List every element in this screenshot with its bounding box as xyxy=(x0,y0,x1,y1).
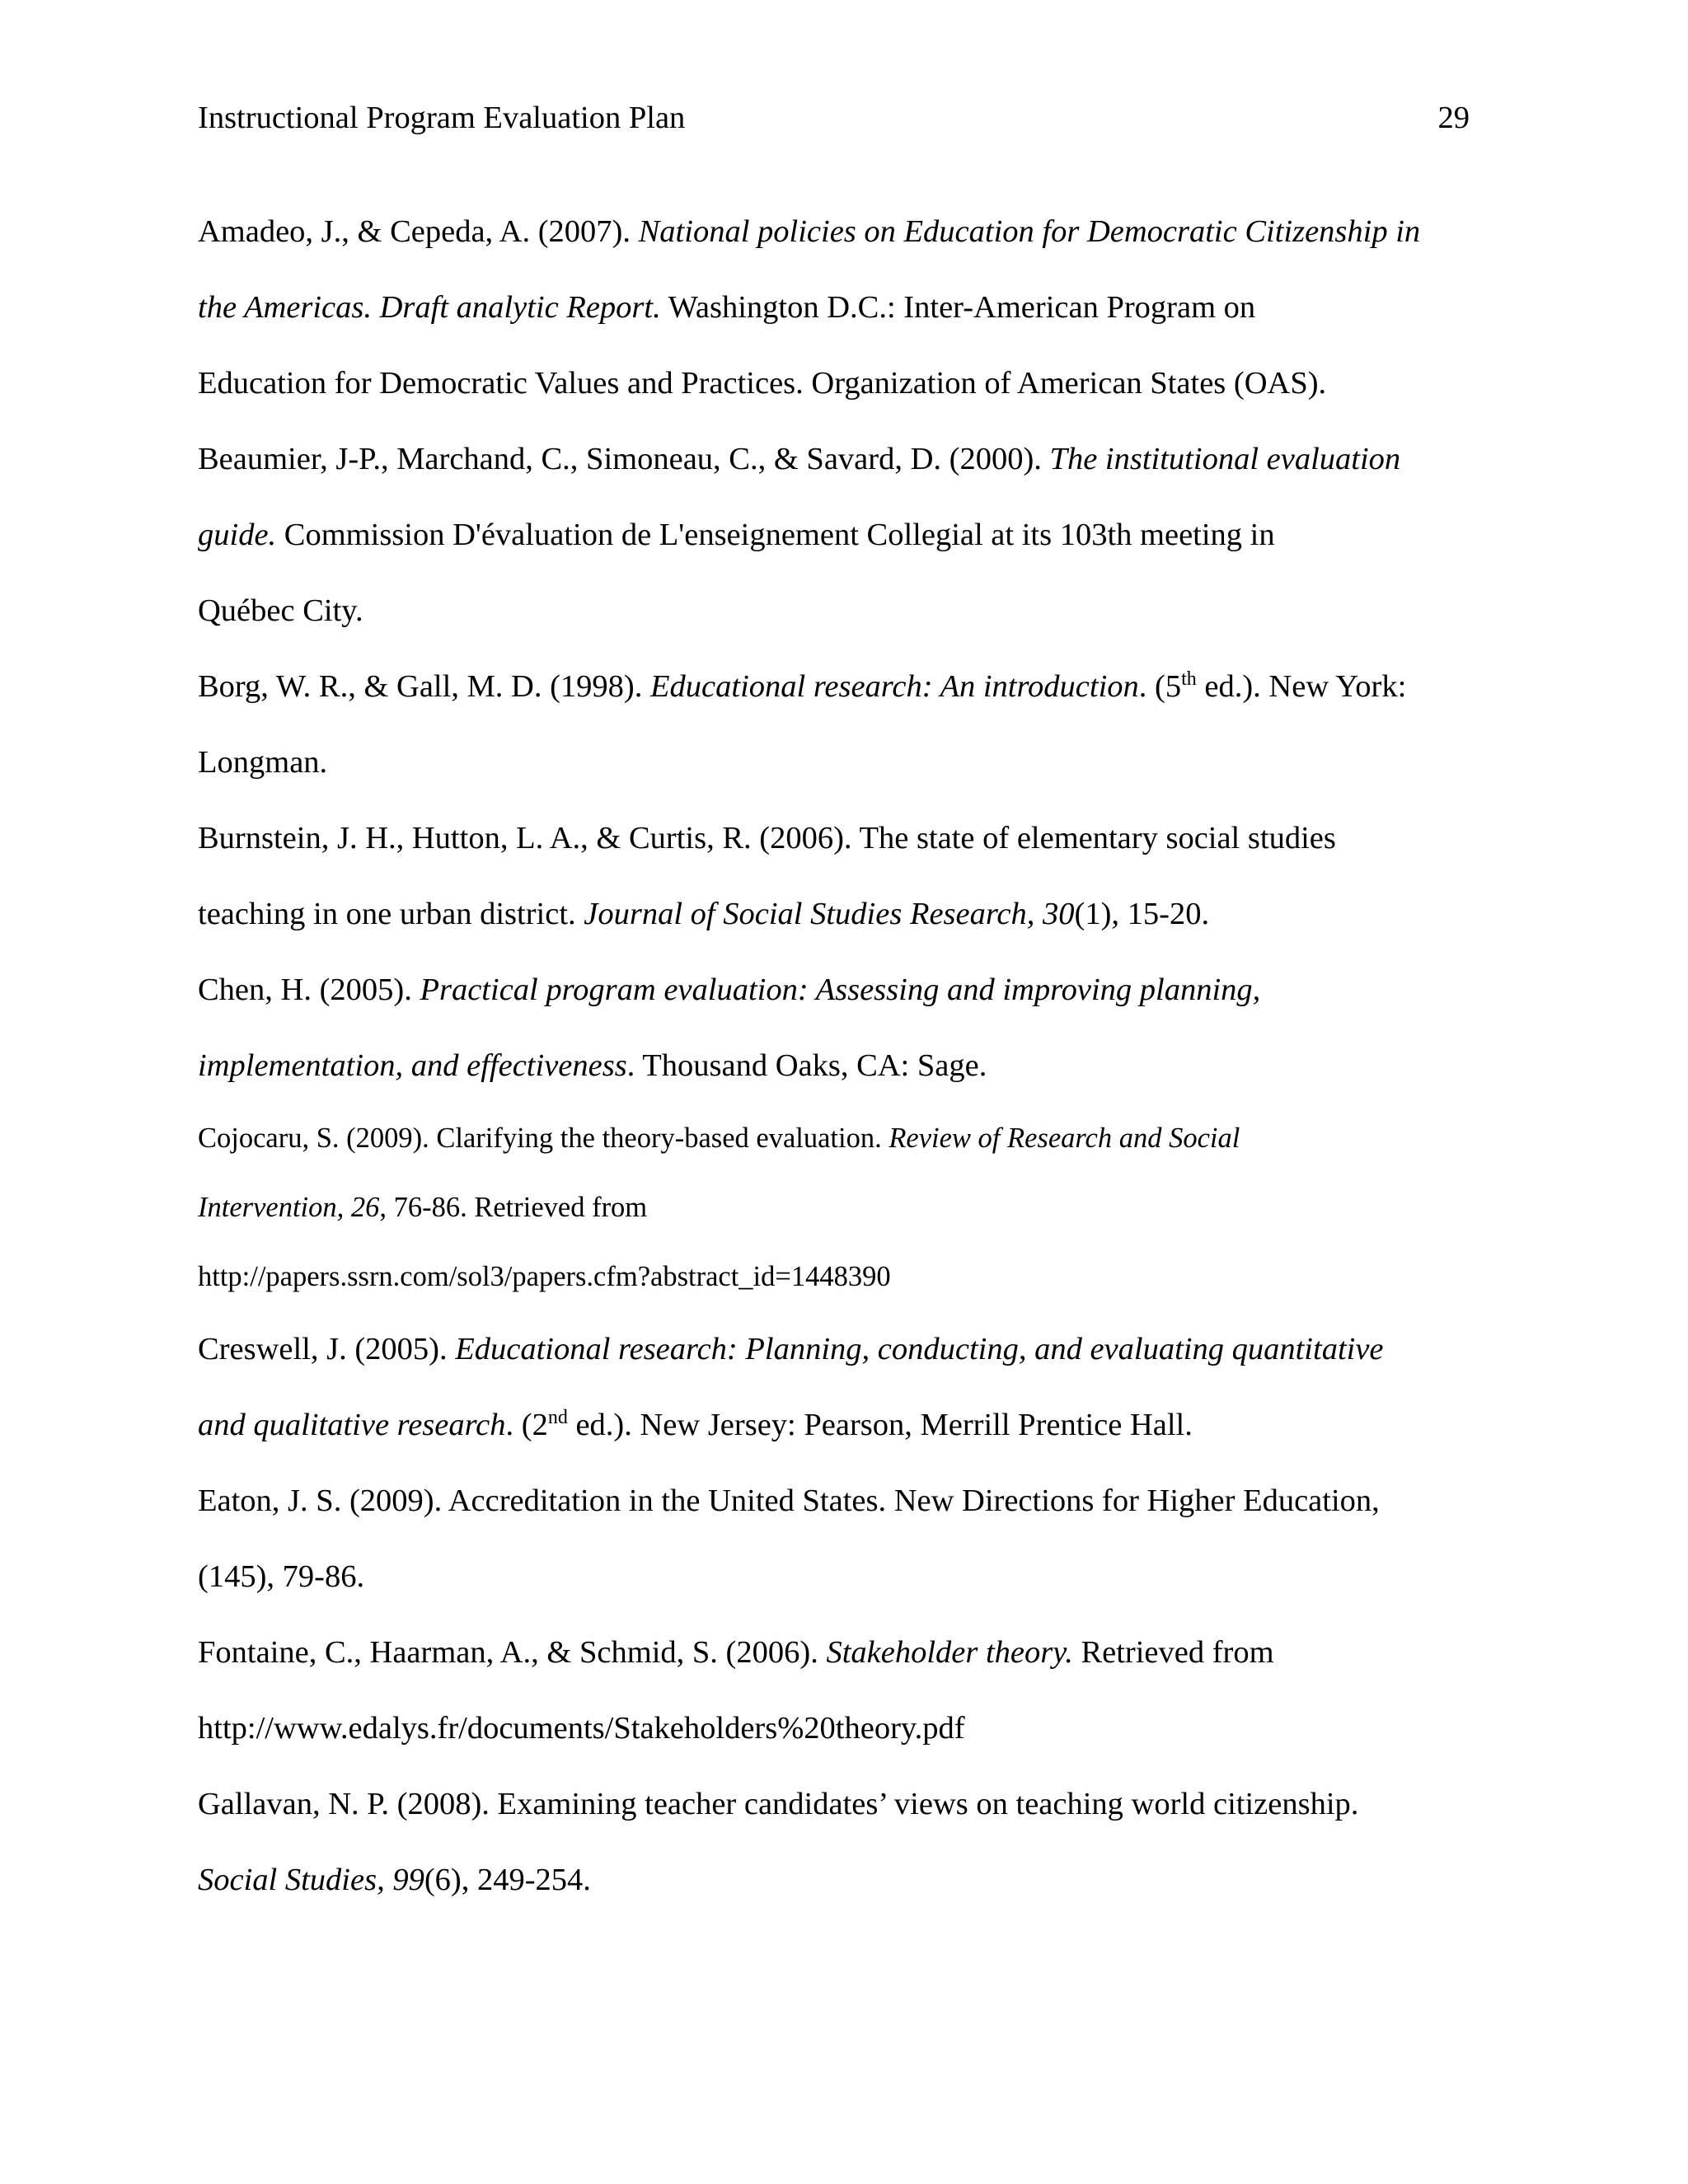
text-segment: Beaumier, J-P., Marchand, C., Simoneau, C., & Savard, D. (2000). xyxy=(198,442,1050,476)
text-segment: (145), 79-86. xyxy=(198,1559,365,1594)
reference-line xyxy=(198,1615,1484,1690)
reference-line xyxy=(198,1463,1484,1539)
superscript: nd xyxy=(547,1407,568,1428)
italic-text: Review of Research and Social xyxy=(889,1122,1240,1154)
reference-entry-gallavan xyxy=(0,1766,1484,1918)
text-segment: Creswell, J. (2005). xyxy=(198,1332,456,1366)
text-segment: Borg, W. R., & Gall, M. D. (1998). xyxy=(198,669,651,704)
running-head: Instructional Program Evaluation Plan xyxy=(198,101,686,135)
reference-list xyxy=(0,194,1688,1918)
reference-line xyxy=(198,649,1484,724)
reference-line xyxy=(198,345,1484,421)
reference-line xyxy=(198,194,1484,269)
reference-entry-amadeo xyxy=(0,194,1484,421)
italic-text: Educational research: An introduction xyxy=(650,669,1139,704)
italic-text: Journal of Social Studies Research, 30 xyxy=(584,897,1075,931)
text-segment: Chen, H. (2005). xyxy=(198,972,420,1007)
reference-line xyxy=(198,724,1484,800)
text-segment: ed.). New York: xyxy=(1196,669,1407,704)
text-segment: Burnstein, J. H., Hutton, L. A., & Curtis, R. (2006). The state of elementary social studies xyxy=(198,821,1336,855)
text-segment: (1), 15-20. xyxy=(1074,897,1210,931)
reference-line xyxy=(198,1311,1484,1387)
text-segment: Cojocaru, S. (2009). Clarifying the theory-based evaluation. xyxy=(198,1122,889,1154)
text-segment: Education for Democratic Values and Practices. Organization of American States (OAS). xyxy=(198,366,1327,401)
reference-line xyxy=(198,573,1484,649)
reference-entry-borg xyxy=(0,649,1484,800)
text-segment: Gallavan, N. P. (2008). Examining teacher candidates’ views on teaching world citizenship. xyxy=(198,1787,1359,1821)
text-segment: Commission D'évaluation de L'enseignement Collegial at its 103th meeting in xyxy=(276,518,1275,552)
italic-text: The institutional evaluation xyxy=(1049,442,1401,476)
italic-text: implementation, and effectiveness xyxy=(198,1048,627,1083)
reference-line xyxy=(198,1028,1484,1104)
reference-line xyxy=(198,1690,1484,1766)
text-segment: . Thousand Oaks, CA: Sage. xyxy=(626,1048,987,1083)
italic-text: Educational research: Planning, conducting, and evaluating quantitative xyxy=(455,1332,1384,1366)
reference-line xyxy=(198,1539,1484,1615)
text-segment: Longman. xyxy=(198,745,328,780)
reference-line xyxy=(198,876,1484,952)
text-segment: Retrieved from xyxy=(1072,1635,1274,1670)
text-segment: ed.). New Jersey: Pearson, Merrill Prentice Hall. xyxy=(567,1408,1193,1442)
reference-entry-eaton xyxy=(0,1463,1484,1615)
reference-line xyxy=(198,269,1484,345)
italic-text: National policies on Education for Democratic Citizenship in xyxy=(638,214,1421,249)
reference-line xyxy=(198,497,1484,573)
italic-text: Practical program evaluation: Assessing and improving planning, xyxy=(420,972,1261,1007)
reference-entry-fontaine xyxy=(0,1615,1484,1766)
reference-entry-chen xyxy=(0,952,1484,1104)
reference-line xyxy=(198,952,1484,1028)
page-number: 29 xyxy=(1437,101,1470,135)
italic-text: guide. xyxy=(198,518,277,552)
text-segment: . (2 xyxy=(505,1408,548,1442)
text-segment: teaching in one urban district. xyxy=(198,897,584,931)
reference-entry-burnstein xyxy=(0,800,1484,952)
reference-line xyxy=(198,1766,1484,1842)
text-segment: Eaton, J. S. (2009). Accreditation in the United States. New Directions for Higher Education, xyxy=(198,1483,1380,1518)
text-segment: . (5 xyxy=(1138,669,1182,704)
italic-text: the Americas. Draft analytic Report. xyxy=(198,290,661,325)
text-segment: http://www.edalys.fr/documents/Stakeholders%20theory.pdf xyxy=(198,1711,965,1746)
italic-text: Stakeholder theory. xyxy=(826,1635,1073,1670)
reference-line xyxy=(198,1173,1484,1242)
text-segment: , 76-86. Retrieved from xyxy=(379,1192,648,1223)
reference-line xyxy=(198,800,1484,876)
reference-line xyxy=(198,1842,1484,1918)
italic-text: Intervention, 26 xyxy=(198,1192,380,1223)
text-segment: (6), 249-254. xyxy=(424,1863,591,1897)
text-segment: Amadeo, J., & Cepeda, A. (2007). xyxy=(198,214,639,249)
text-segment: http://papers.ssrn.com/sol3/papers.cfm?abstract_id=1448390 xyxy=(198,1261,891,1292)
reference-entry-creswell xyxy=(0,1311,1484,1463)
text-segment: Washington D.C.: Inter-American Program on xyxy=(660,290,1256,325)
italic-text: and qualitative research xyxy=(198,1408,506,1442)
reference-line xyxy=(198,421,1484,497)
text-segment: Fontaine, C., Haarman, A., & Schmid, S. (2006). xyxy=(198,1635,827,1670)
reference-line xyxy=(198,1387,1484,1463)
reference-entry-cojocaru xyxy=(0,1104,1484,1311)
reference-line xyxy=(198,1242,1484,1311)
italic-text: Social Studies, 99 xyxy=(198,1863,424,1897)
reference-entry-beaumier xyxy=(0,421,1484,649)
reference-line xyxy=(198,1104,1484,1173)
text-segment: Québec City. xyxy=(198,593,363,628)
superscript: th xyxy=(1181,668,1197,690)
